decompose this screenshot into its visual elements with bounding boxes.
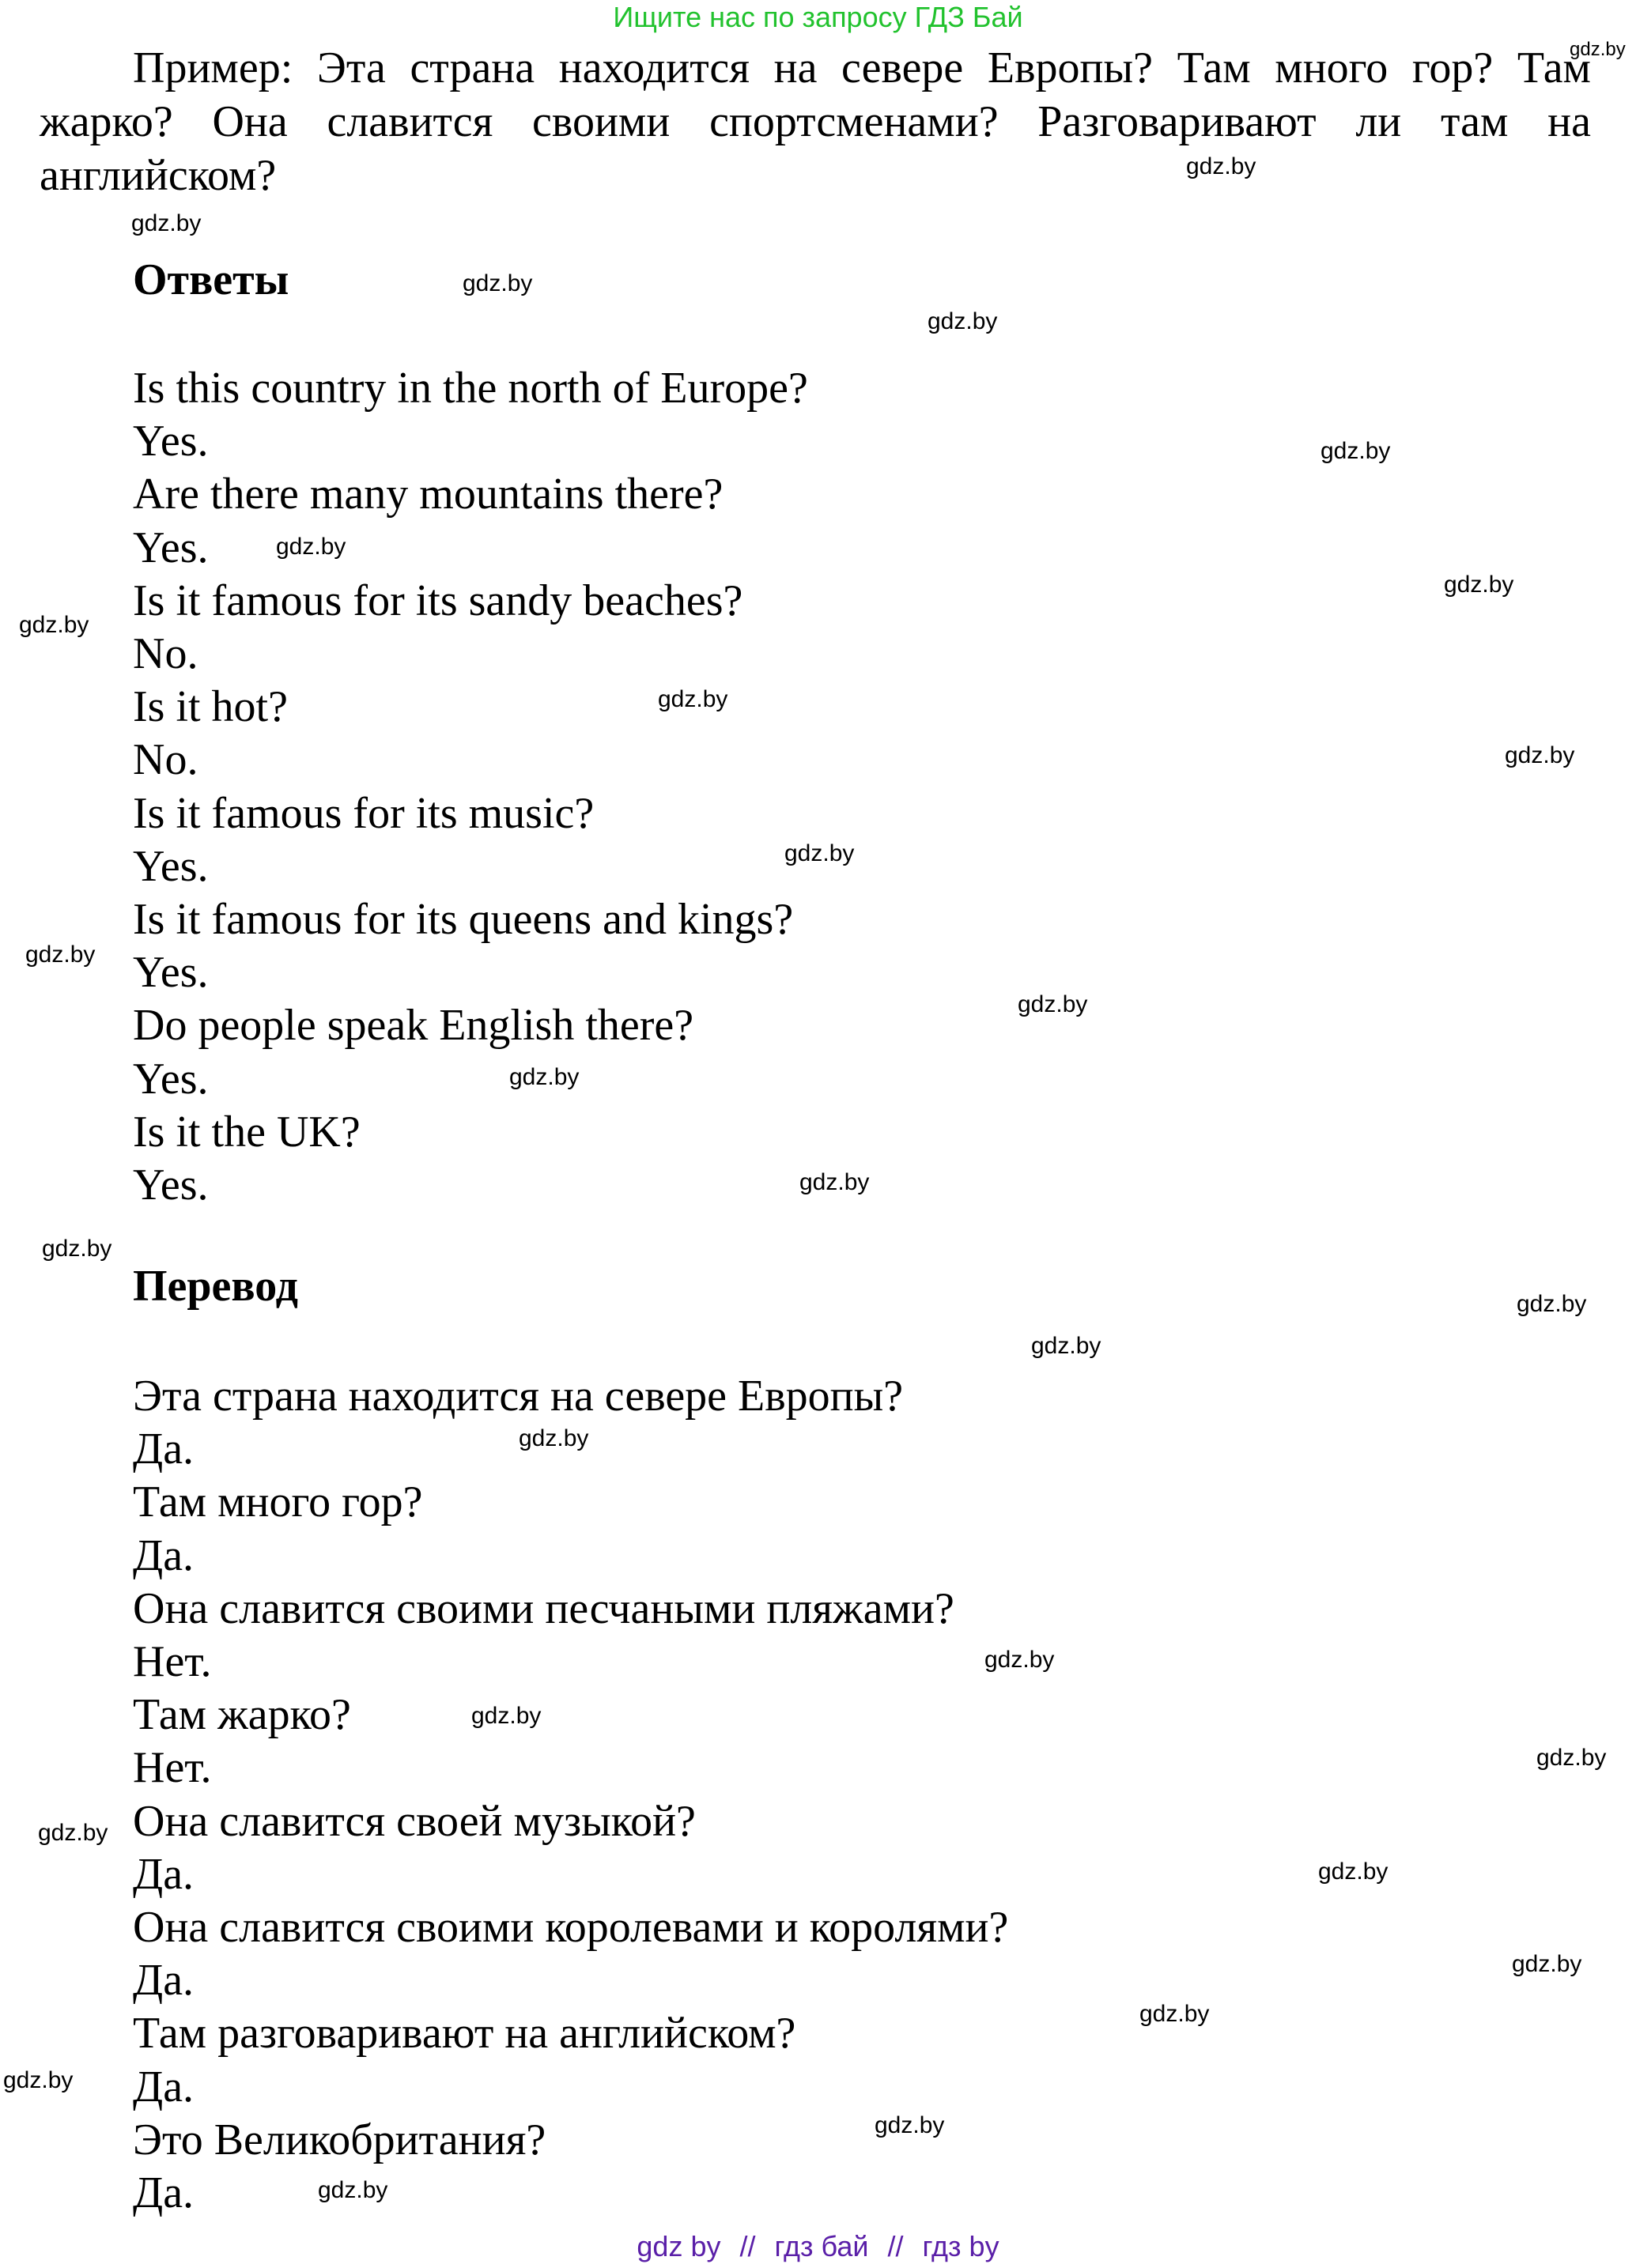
watermark: gdz.by — [1139, 2001, 1210, 2027]
answer-line: Yes. — [133, 1160, 209, 1210]
footer-separator: // — [739, 2230, 756, 2262]
translation-line: Она славится своими песчаными пляжами? — [133, 1583, 954, 1633]
watermark: gdz.by — [928, 308, 998, 334]
answer-line: No. — [133, 629, 198, 679]
example-paragraph: Пример: Эта страна находится на севере Европы? Там много гор? Там жарко? Она славится своими спортсменами? Разговаривают ли там на английском? — [40, 43, 1591, 200]
answer-line: Is this country in the north of Europe? — [133, 364, 808, 413]
answers-list — [133, 362, 808, 1212]
answer-line: No. — [133, 735, 198, 785]
translation-line: Да. — [133, 1849, 195, 1899]
watermark: gdz.by — [519, 1425, 589, 1451]
watermark: gdz.by — [3, 2067, 74, 2093]
footer-link-gdz-bai[interactable]: гдз бай — [774, 2230, 869, 2262]
watermark: gdz.by — [1031, 1333, 1101, 1359]
top-banner — [0, 0, 1636, 35]
answer-line: Do people speak English there? — [133, 1001, 694, 1051]
translation-line: Эта страна находится на севере Европы? — [133, 1372, 904, 1421]
translation-line: Она славится своими королевами и королями? — [133, 1903, 1009, 1953]
translation-line: Нет. — [133, 1743, 212, 1793]
answer-line: Are there many mountains there? — [133, 470, 724, 519]
footer-link-gdz-by-ru[interactable]: гдз by — [922, 2230, 999, 2262]
banner-text: Ищите нас по запросу ГДЗ Бай — [613, 1, 1023, 33]
translation-line: Она славится своей музыкой? — [133, 1796, 696, 1846]
watermark: gdz.by — [1321, 438, 1391, 464]
translation-line: Да. — [133, 2168, 195, 2218]
watermark: gdz.by — [276, 534, 346, 560]
translation-line: Да. — [133, 2062, 195, 2111]
translation-line: Да. — [133, 1530, 195, 1580]
footer-link-gdz-by[interactable]: gdz by — [637, 2230, 721, 2262]
watermark: gdz.by — [1018, 991, 1088, 1017]
watermark: gdz.by — [25, 942, 96, 968]
watermark: gdz.by — [318, 2177, 388, 2203]
watermark: gdz.by — [1536, 1745, 1607, 1771]
watermark: gdz.by — [984, 1647, 1055, 1673]
footer-links — [0, 2229, 1636, 2264]
answer-line: Is it the UK? — [133, 1107, 361, 1157]
watermark: gdz.by — [463, 270, 533, 296]
answer-line: Yes. — [133, 841, 209, 891]
watermark: gdz.by — [875, 2112, 945, 2138]
answer-line: Is it famous for its music? — [133, 788, 595, 838]
watermark: gdz.by — [1186, 153, 1256, 179]
answer-line: Is it hot? — [133, 682, 288, 732]
watermark: gdz.by — [799, 1169, 870, 1195]
answers-heading: Ответы — [133, 255, 289, 304]
watermark: gdz.by — [1444, 572, 1514, 598]
translation-line: Там разговаривают на английском? — [133, 2009, 796, 2059]
answer-line: Yes. — [133, 1054, 209, 1104]
answer-line: Yes. — [133, 948, 209, 998]
translation-line: Там жарко? — [133, 1690, 351, 1740]
watermark: gdz.by — [1505, 742, 1575, 768]
translation-list — [133, 1370, 1008, 2220]
translation-line: Это Великобритания? — [133, 2115, 546, 2164]
answer-line: Yes. — [133, 523, 209, 572]
watermark: gdz.by — [19, 612, 89, 638]
translation-line: Да. — [133, 1956, 195, 2006]
watermark: gdz.by — [38, 1820, 108, 1846]
translation-heading: Перевод — [133, 1262, 298, 1311]
translation-line: Да. — [133, 1425, 195, 1474]
watermark: gdz.by — [509, 1064, 580, 1090]
watermark: gdz.by — [1318, 1859, 1389, 1885]
watermark: gdz.by — [1570, 39, 1626, 60]
watermark: gdz.by — [784, 840, 855, 866]
watermark: gdz.by — [131, 210, 202, 236]
translation-line: Там много гор? — [133, 1477, 423, 1527]
answer-line: Is it famous for its queens and kings? — [133, 895, 794, 945]
footer-separator: // — [887, 2230, 904, 2262]
watermark: gdz.by — [658, 686, 728, 712]
watermark: gdz.by — [1512, 1951, 1582, 1977]
watermark: gdz.by — [42, 1236, 112, 1262]
answer-line: Yes. — [133, 417, 209, 466]
answer-line: Is it famous for its sandy beaches? — [133, 575, 743, 625]
watermark: gdz.by — [471, 1703, 542, 1729]
watermark: gdz.by — [1517, 1291, 1587, 1317]
translation-line: Нет. — [133, 1637, 212, 1687]
